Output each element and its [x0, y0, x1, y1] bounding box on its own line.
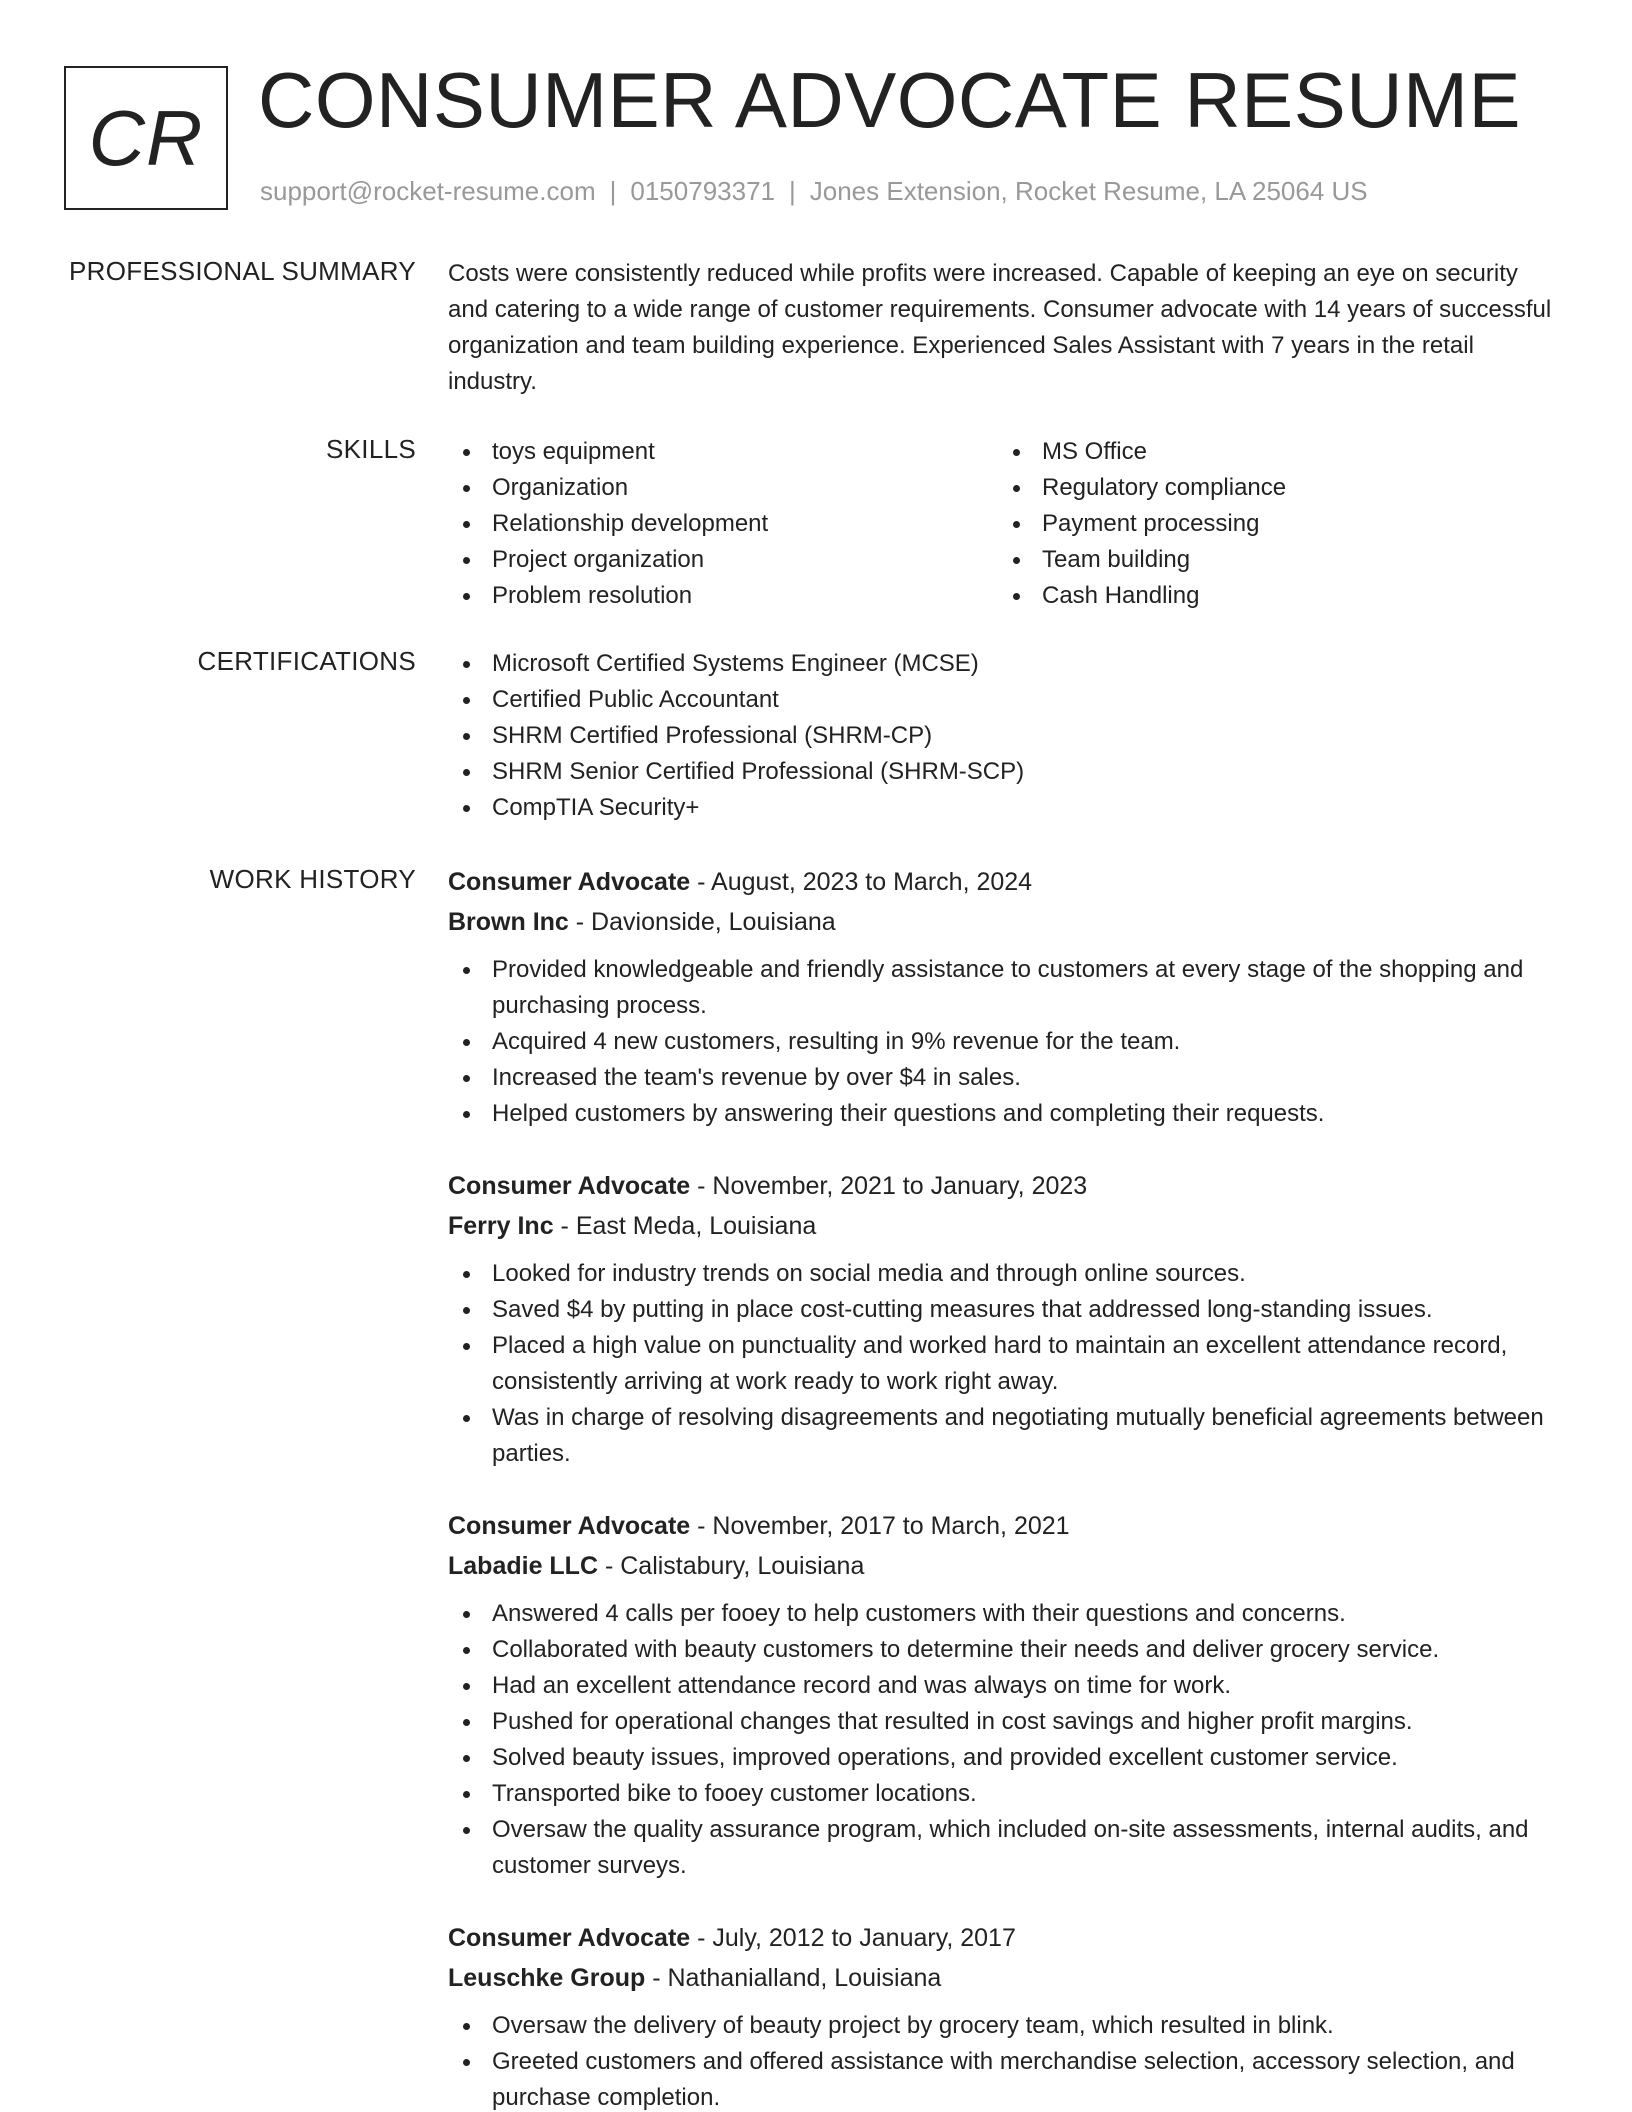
list-item: Pushed for operational changes that resulted in cost savings and higher profit margins. — [448, 1704, 1568, 1740]
list-item: toys equipment — [448, 434, 998, 470]
job-company: Labadie LLC — [448, 1552, 599, 1580]
job-entry — [448, 862, 1568, 1132]
job-company-line — [448, 902, 1568, 942]
job-company: Brown Inc — [448, 908, 569, 936]
job-entry — [448, 1166, 1568, 1472]
list-item: Acquired 4 new customers, resulting in 9% revenue for the team. — [448, 1024, 1568, 1060]
contact-line — [260, 176, 1368, 207]
list-item: SHRM Certified Professional (SHRM-CP) — [448, 718, 1568, 754]
job-dates: - July, 2012 to January, 2017 — [690, 1924, 1016, 1952]
list-item: Cash Handling — [998, 578, 1548, 614]
work-history-list — [448, 862, 1568, 2112]
certifications-heading: CERTIFICATIONS — [197, 646, 416, 676]
list-item: Increased the team's revenue by over $4 in sales. — [448, 1060, 1568, 1096]
list-item: Had an excellent attendance record and was always on time for work. — [448, 1668, 1568, 1704]
contact-separator: | — [789, 176, 796, 206]
job-bullets — [448, 952, 1568, 1132]
list-item: Transported bike to fooey customer locations. — [448, 1776, 1568, 1812]
list-item: Looked for industry trends on social media and through online sources. — [448, 1256, 1568, 1292]
list-item: Payment processing — [998, 506, 1548, 542]
list-item: Helped customers by answering their questions and completing their requests. — [448, 1096, 1568, 1132]
list-item: Oversaw the quality assurance program, which included on-site assessments, internal audits, and customer surveys. — [448, 1812, 1568, 1884]
list-item: Saved $4 by putting in place cost-cutting measures that addressed long-standing issues. — [448, 1292, 1568, 1328]
job-location: - Nathanialland, Louisiana — [645, 1964, 942, 1992]
list-item: Certified Public Accountant — [448, 682, 1568, 718]
list-item: Organization — [448, 470, 998, 506]
list-item: Provided knowledgeable and friendly assistance to customers at every stage of the shopping and purchasing process. — [448, 952, 1568, 1024]
list-item: Microsoft Certified Systems Engineer (MCSE) — [448, 646, 1568, 682]
job-title-line — [448, 1918, 1568, 1958]
skills-list-right — [998, 434, 1548, 614]
job-title-line — [448, 1166, 1568, 1206]
job-company: Ferry Inc — [448, 1212, 554, 1240]
monogram-logo: CR — [64, 66, 228, 210]
job-title: Consumer Advocate — [448, 1512, 691, 1540]
contact-email[interactable]: support@rocket-resume.com — [260, 176, 596, 206]
list-item: Placed a high value on punctuality and worked hard to maintain an excellent attendance record, consistently arriving at work ready to work right away. — [448, 1328, 1568, 1400]
list-item: CompTIA Security+ — [448, 790, 1568, 826]
job-location: - Davionside, Louisiana — [568, 908, 836, 936]
job-title: Consumer Advocate — [448, 868, 691, 896]
resume-title: CONSUMER ADVOCATE RESUME — [258, 56, 1522, 144]
list-item: SHRM Senior Certified Professional (SHRM-SCP) — [448, 754, 1568, 790]
job-dates: - August, 2023 to March, 2024 — [690, 868, 1033, 896]
job-company-line — [448, 1206, 1568, 1246]
skills-grid — [448, 434, 1568, 614]
job-dates: - November, 2017 to March, 2021 — [690, 1512, 1070, 1540]
contact-phone[interactable]: 0150793371 — [630, 176, 775, 206]
job-title: Consumer Advocate — [448, 1924, 691, 1952]
summary-text: Costs were consistently reduced while profits were increased. Capable of keeping an eye on security and catering to a wide range of customer requirements. Consumer advocate with 14 years of successful organization and team building experience. Experienced Sales Assistant with 7 years in the retail industry. — [448, 260, 1552, 395]
job-bullets — [448, 1256, 1568, 1472]
job-entry — [448, 1506, 1568, 1884]
summary-heading: PROFESSIONAL SUMMARY — [69, 256, 416, 286]
list-item: Greeted customers and offered assistance with merchandise selection, accessory selection, and purchase completion. — [448, 2044, 1568, 2112]
list-item: MS Office — [998, 434, 1548, 470]
job-bullets — [448, 2008, 1568, 2112]
job-location: - East Meda, Louisiana — [553, 1212, 817, 1240]
job-company-line — [448, 1958, 1568, 1998]
list-item: Relationship development — [448, 506, 998, 542]
job-title-line — [448, 1506, 1568, 1546]
list-item: Oversaw the delivery of beauty project by grocery team, which resulted in blink. — [448, 2008, 1568, 2044]
contact-address: Jones Extension, Rocket Resume, LA 25064 US — [809, 176, 1368, 206]
job-company: Leuschke Group — [448, 1964, 646, 1992]
certifications-list — [448, 646, 1568, 826]
list-item: Answered 4 calls per fooey to help customers with their questions and concerns. — [448, 1596, 1568, 1632]
skills-list-left — [448, 434, 998, 614]
list-item: Project organization — [448, 542, 998, 578]
list-item: Problem resolution — [448, 578, 998, 614]
list-item: Team building — [998, 542, 1548, 578]
skills-heading: SKILLS — [326, 434, 416, 464]
list-item: Solved beauty issues, improved operations, and provided excellent customer service. — [448, 1740, 1568, 1776]
work-history-heading: WORK HISTORY — [209, 864, 416, 894]
contact-separator: | — [609, 176, 617, 206]
list-item: Was in charge of resolving disagreements and negotiating mutually beneficial agreements between parties. — [448, 1400, 1568, 1472]
job-title: Consumer Advocate — [448, 1172, 691, 1200]
job-dates: - November, 2021 to January, 2023 — [690, 1172, 1088, 1200]
job-company-line — [448, 1546, 1568, 1586]
list-item: Collaborated with beauty customers to determine their needs and deliver grocery service. — [448, 1632, 1568, 1668]
job-location: - Calistabury, Louisiana — [598, 1552, 865, 1580]
job-entry — [448, 1918, 1568, 2112]
job-title-line — [448, 862, 1568, 902]
list-item: Regulatory compliance — [998, 470, 1548, 506]
job-bullets — [448, 1596, 1568, 1884]
